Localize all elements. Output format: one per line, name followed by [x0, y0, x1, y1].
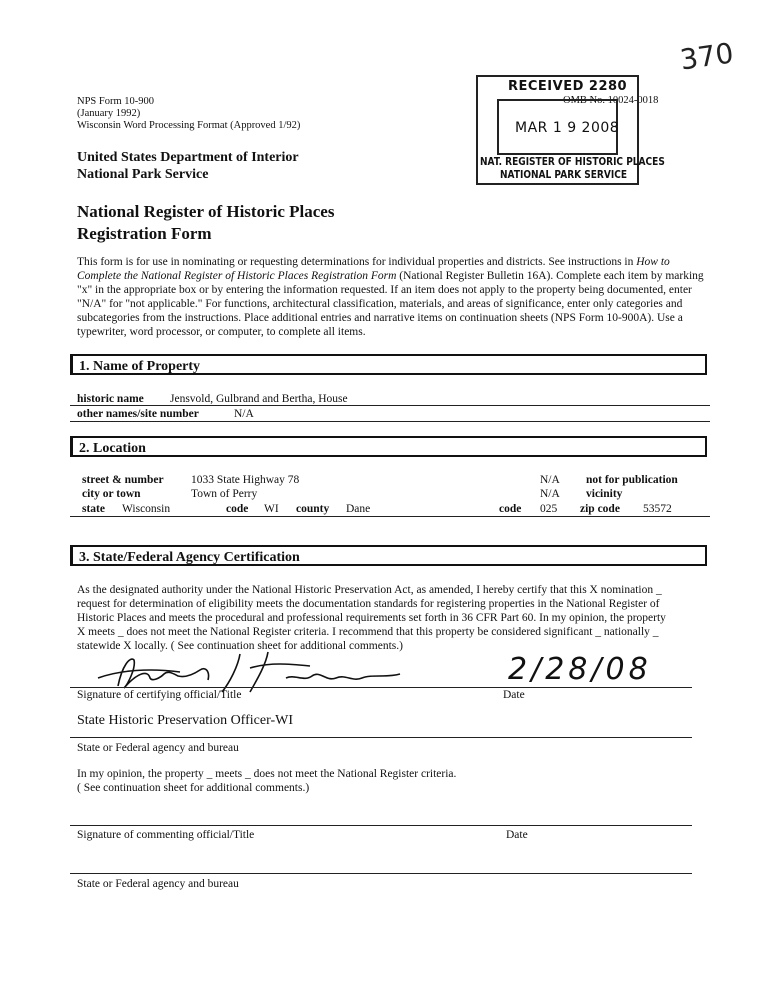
cert-line: As the designated authority under the National Historic Preservation Act, as amended, I hereby certify that this X nomination _ [77, 584, 662, 596]
signature-label: Signature of certifying official/Title [77, 689, 242, 701]
agency-rule-2 [70, 873, 692, 874]
vicinity-value: N/A [540, 488, 560, 500]
stamp-date: MAR 1 9 2008 [515, 120, 620, 136]
cert-line: request for determination of eligibility meets the documentation standards for registering properties in the National Register of [77, 598, 660, 610]
county-label: county [296, 503, 330, 515]
state-value: Wisconsin [122, 503, 171, 515]
agency-label: State or Federal agency and bureau [77, 742, 239, 754]
handwritten-date: 2/28/08 [508, 652, 652, 687]
section1-heading: 1. Name of Property [70, 354, 707, 375]
street-value: 1033 State Highway 78 [191, 474, 300, 486]
county-value: Dane [346, 503, 371, 515]
stamp-line2: NATIONAL PARK SERVICE [500, 168, 627, 181]
certification-text [77, 583, 707, 653]
other-names-label: other names/site number [77, 408, 199, 420]
historic-name-rule [70, 405, 710, 406]
official-title: State Historic Preservation Officer-WI [77, 713, 293, 728]
commenting-label: Signature of commenting official/Title [77, 829, 255, 841]
agency-rule [70, 737, 692, 738]
state-code-value: WI [264, 503, 279, 515]
department-line1: United States Department of Interior [77, 150, 299, 165]
form-number: NPS Form 10-900 [77, 96, 155, 107]
zip-label: zip code [580, 503, 620, 515]
state-label: state [82, 503, 105, 515]
instructions-part2: (National Register Bulletin 16A). Complete each item by marking "x" in the appropriate box or by entering the information requested. If an item does not apply to the property being documented, enter "N/A" for "not applicable." For functions, architectural classification, materials, and areas of significance, enter only categories and subcategories from the instructions. Place additional entries and narrative items on continuation sheets (NPS Form 10-900A). Use a typewriter, word processor, or computer, to complete all items. [77, 270, 704, 338]
street-label: street & number [82, 474, 164, 486]
section3-heading: 3. State/Federal Agency Certification [70, 545, 707, 566]
city-value: Town of Perry [191, 488, 258, 500]
city-label: city or town [82, 488, 141, 500]
section2-heading: 2. Location [70, 436, 707, 457]
form-title [77, 201, 334, 245]
agency-label-2: State or Federal agency and bureau [77, 878, 239, 890]
form-date: (January 1992) [77, 108, 141, 119]
cert-line: Historic Places and meets the procedural and professional requirements set forth in 36 CFR Part 60. In my opinion, the property [77, 612, 666, 624]
nfp-value: N/A [540, 474, 560, 486]
vicinity-label: vicinity [586, 488, 623, 500]
zip-value: 53572 [643, 503, 672, 515]
form-info [77, 96, 300, 132]
cert-line: statewide X locally. ( See continuation sheet for additional comments.) [77, 640, 403, 652]
historic-name-label: historic name [77, 393, 144, 405]
state-code-label: code [226, 503, 249, 515]
commenting-rule [70, 825, 692, 826]
opinion-line1: In my opinion, the property _ meets _ does not meet the National Register criteria. [77, 768, 457, 780]
page-number-handwritten: 370 [677, 36, 736, 77]
opinion-line2: ( See continuation sheet for additional comments.) [77, 782, 310, 794]
location-rule [70, 516, 710, 517]
instructions-part1: This form is for use in nominating or requesting determinations for individual properties and districts. See instructions in [77, 256, 634, 268]
stamp-received: RECEIVED 2280 [508, 79, 628, 94]
stamp-line1: NAT. REGISTER OF HISTORIC PLACES [480, 155, 665, 168]
department-line2: National Park Service [77, 167, 209, 182]
form-title-line1: National Register of Historic Places [77, 202, 335, 221]
nfp-label: not for publication [586, 474, 678, 486]
date-label: Date [503, 689, 525, 701]
cert-line: X meets _ does not meet the National Register criteria. I recommend that this property be considered significant _ nationally _ [77, 626, 659, 638]
other-names-rule [70, 421, 710, 422]
other-names-value: N/A [234, 408, 254, 420]
omb-number: OMB No. 10024-0018 [563, 95, 659, 106]
date-label-2: Date [506, 829, 528, 841]
county-code-label: code [499, 503, 522, 515]
form-title-line2: Registration Form [77, 224, 212, 243]
form-format: Wisconsin Word Processing Format (Approved 1/92) [77, 120, 301, 131]
historic-name-value: Jensvold, Gulbrand and Bertha, House [170, 393, 348, 405]
instructions-bulletin-title: How to Complete the National Register of Historic Places Registration Form [77, 256, 670, 282]
department [77, 149, 299, 183]
instructions [77, 255, 704, 339]
county-code-value: 025 [540, 503, 558, 515]
